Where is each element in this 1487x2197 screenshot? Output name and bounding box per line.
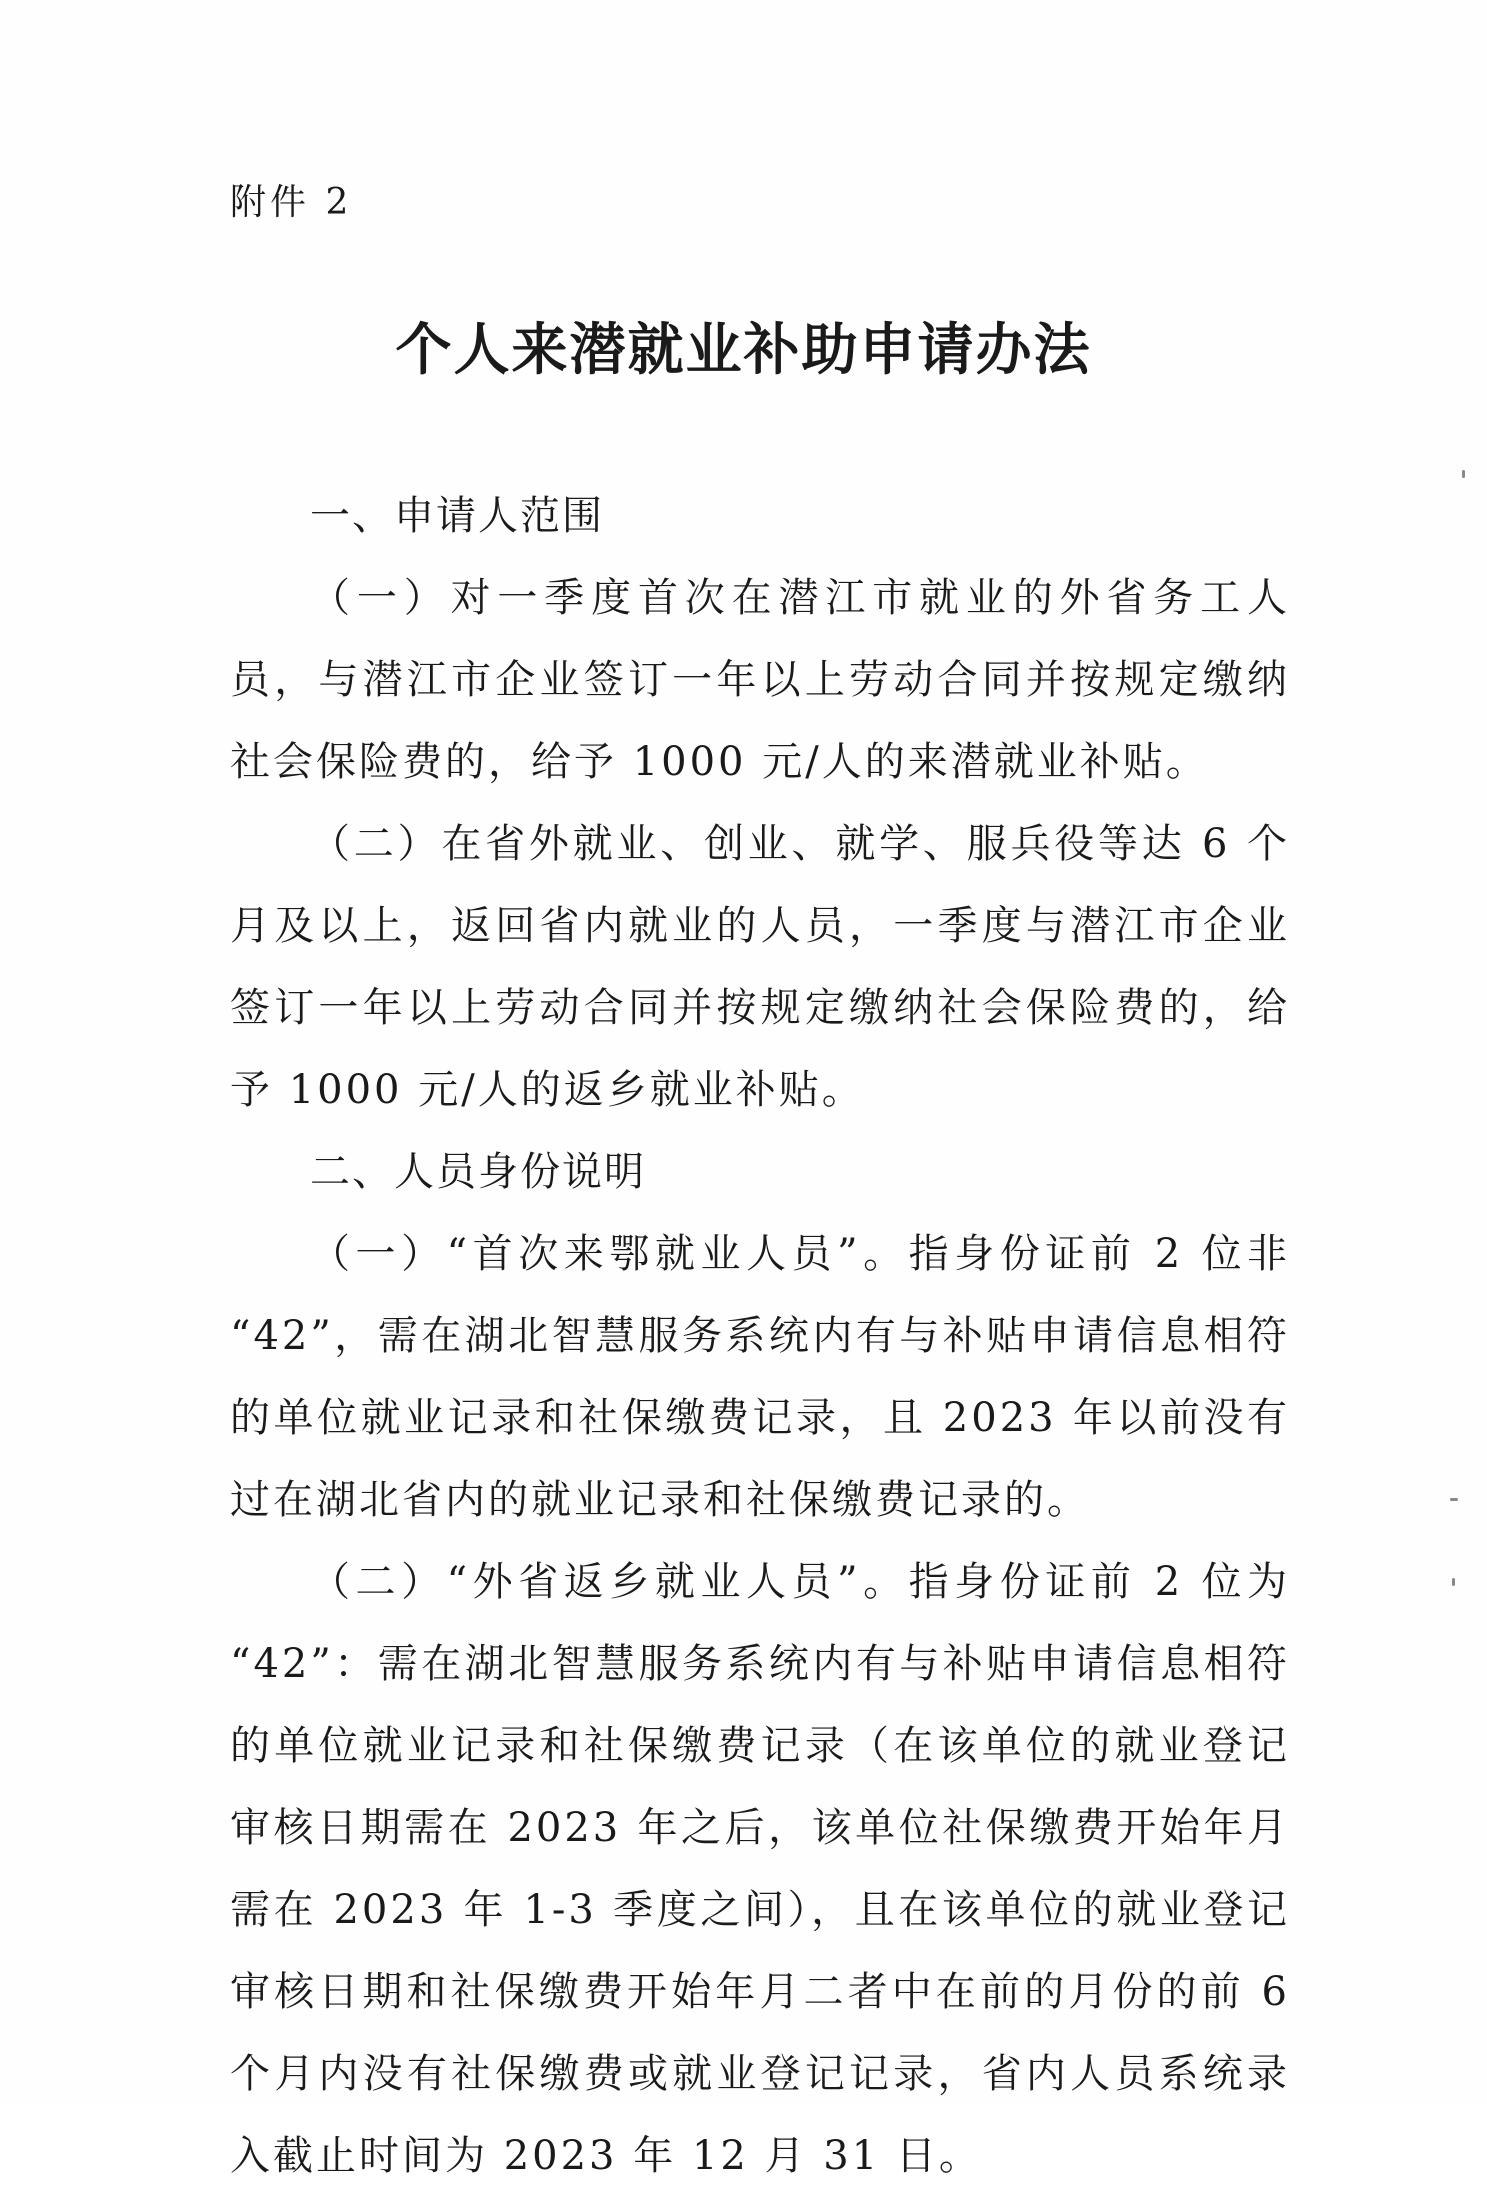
paragraph-out-of-province-workers: （一）对一季度首次在潜江市就业的外省务工人员，与潜江市企业签订一年以上劳动合同并按规定缴纳社会保险费的，给予 1000 元/人的来潜就业补贴。 [230,575,1290,785]
section-heading-identity-explanation: 二、人员身份说明 [310,1149,646,1195]
section-heading-applicant-scope: 一、申请人范围 [310,493,604,539]
paragraph-returning-workers: （二）在省外就业、创业、就学、服兵役等达 6 个月及以上，返回省内就业的人员，一季度与潜江市企业签订一年以上劳动合同并按规定缴纳社会保险费的，给予 1000 元/人的返乡就业补贴。 [230,821,1290,1113]
document-body [230,475,1290,2197]
scan-speck [1462,470,1465,478]
scan-speck [1450,1498,1458,1501]
scan-speck [1452,1578,1455,1586]
paragraph-returning-hometown-employment: （二）“外省返乡就业人员”。指身份证前 2 位为 “42”：需在湖北智慧服务系统内有与补贴申请信息相符的单位就业记录和社保缴费记录（在该单位的就业登记审核日期需在 2023 年之后，该单位社保缴费开始年月需在 2023 年 1-3 季度之间），且在该单位的就业登记审核日期和社保缴费开始年月二者中在前的月份的前 6 个月内没有社保缴费或就业登记记录，省内人员系统录入截止时间为 2023 年 12 月 31 日。 [230,1559,1290,2179]
document-title: 个人来潜就业补助申请办法 [395,317,1092,383]
paragraph-first-time-hubei-employment: （一）“首次来鄂就业人员”。指身份证前 2 位非 “42”，需在湖北智慧服务系统内有与补贴申请信息相符的单位就业记录和社保缴费记录，且 2023 年以前没有过在湖北省内的就业记录和社保缴费记录的。 [230,1231,1290,1523]
attachment-label: 附件 2 [230,182,353,223]
